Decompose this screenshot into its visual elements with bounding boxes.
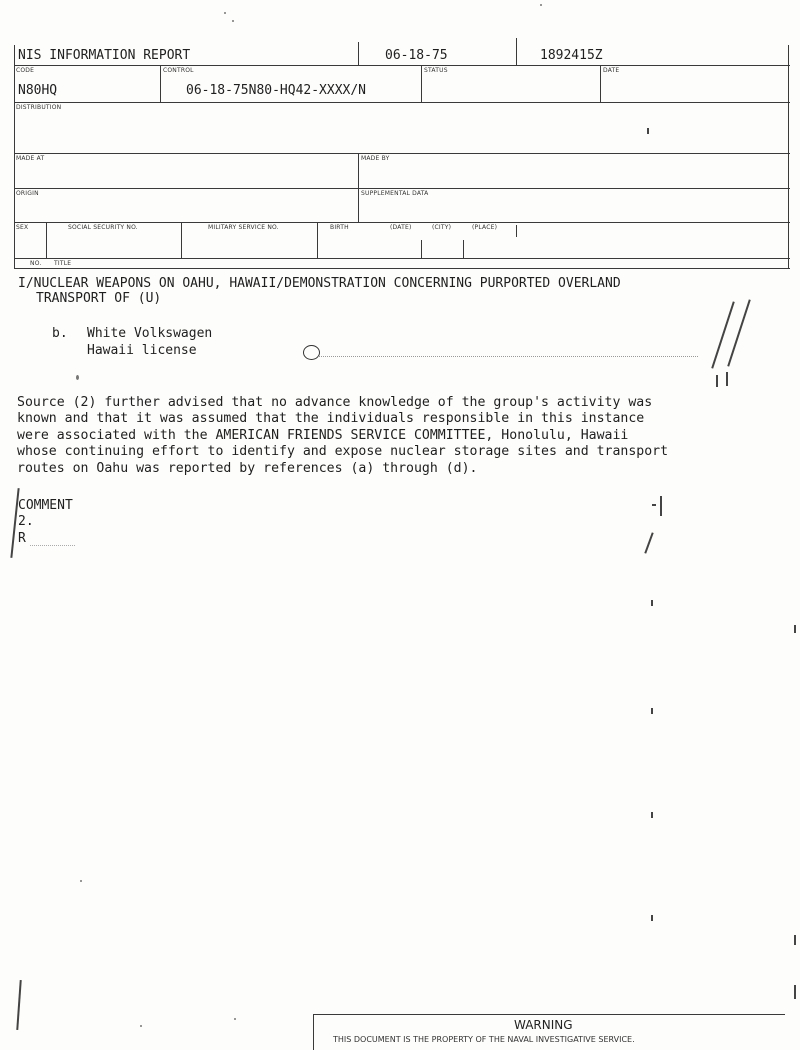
- subject-title-line-2: TRANSPORT OF (U): [36, 291, 162, 306]
- made-by-label: MADE BY: [361, 155, 390, 162]
- report-time: 1892415Z: [540, 48, 603, 63]
- subject-title-line-1: I/NUCLEAR WEAPONS ON OAHU, HAWAII/DEMONSTRATION CONCERNING PURPORTED OVERLAND: [18, 276, 621, 291]
- no-label: NO.: [30, 260, 42, 267]
- birth-place-label: (PLACE): [472, 224, 498, 231]
- report-date: 06-18-75: [385, 48, 448, 63]
- military-service-label: MILITARY SERVICE NO.: [208, 224, 279, 231]
- source-paragraph: Source (2) further advised that no advance knowledge of the group's activity was known and that it was assumed that the individuals responsible in this instance were associated with the AMERICAN FRIENDS SERVICE COMMITTEE, Honolulu, Hawaii whose continuing effort to identify and expose nuclear storage sites and transport routes on Oahu was reported by references (a) through (d).: [17, 395, 669, 476]
- birth-date-label: (DATE): [390, 224, 412, 231]
- report-title: NIS INFORMATION REPORT: [18, 48, 191, 63]
- made-at-label: MADE AT: [16, 155, 45, 162]
- sex-label: SEX: [16, 224, 29, 231]
- comment-fragment: R: [18, 531, 26, 546]
- comment-faded-line: [30, 545, 75, 547]
- control-label: CONTROL: [163, 67, 194, 74]
- vehicle-description: White Volkswagen: [87, 326, 213, 341]
- control-value: 06-18-75N80-HQ42-XXXX/N: [186, 83, 367, 98]
- warning-text: THIS DOCUMENT IS THE PROPERTY OF THE NAVAL INVESTIGATIVE SERVICE.: [333, 1035, 635, 1044]
- redaction-dotted-line: [318, 356, 698, 358]
- distribution-label: DISTRIBUTION: [16, 104, 62, 111]
- comment-item-number: 2.: [18, 514, 34, 529]
- code-value: N80HQ: [18, 83, 58, 98]
- ssn-label: SOCIAL SECURITY NO.: [68, 224, 138, 231]
- status-label: STATUS: [424, 67, 448, 74]
- date-label: DATE: [603, 67, 620, 74]
- supplemental-data-label: SUPPLEMENTAL DATA: [361, 190, 429, 197]
- vehicle-item-letter: b.: [52, 326, 68, 341]
- code-label: CODE: [16, 67, 35, 74]
- birth-city-label: (CITY): [432, 224, 452, 231]
- comment-heading: COMMENT: [18, 498, 73, 513]
- warning-title: WARNING: [514, 1018, 573, 1032]
- origin-label: ORIGIN: [16, 190, 39, 197]
- vehicle-license: Hawaii license: [87, 343, 197, 358]
- birth-label: BIRTH: [330, 224, 349, 231]
- title-label: TITLE: [54, 260, 72, 267]
